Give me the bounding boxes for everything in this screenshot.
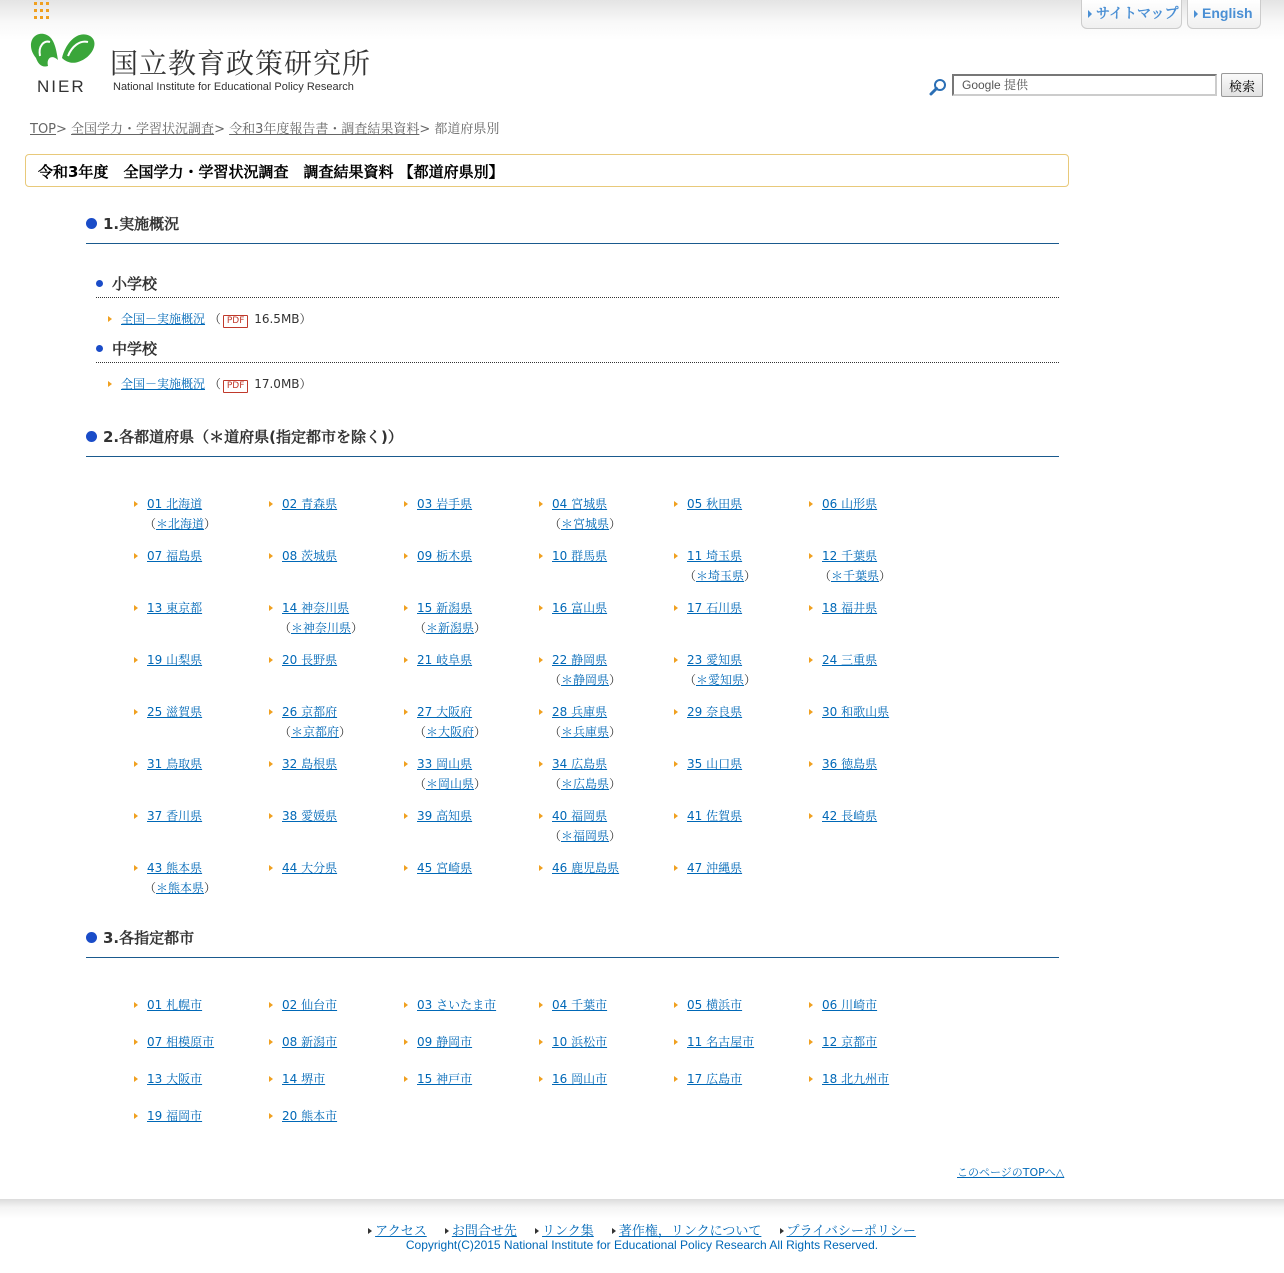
arrow-icon (404, 1076, 408, 1082)
prefecture-sub-link[interactable]: ＊京都府 (291, 725, 340, 739)
city-item (404, 995, 539, 1015)
city-item (134, 1106, 269, 1126)
prefecture-link[interactable]: 41 佐賀県 (687, 809, 743, 823)
arrow-icon (269, 501, 273, 507)
pdf-icon: PDF (223, 315, 249, 328)
prefecture-item (269, 754, 404, 774)
prefecture-item (809, 806, 944, 826)
prefecture-link[interactable]: 45 宮崎県 (417, 861, 473, 875)
prefecture-item (809, 598, 944, 618)
city-link[interactable]: 02 仙台市 (282, 998, 338, 1012)
prefecture-item (809, 702, 944, 722)
arrow-icon (674, 865, 678, 871)
prefecture-sub-link[interactable]: ＊新潟県 (426, 621, 475, 635)
prefecture-link[interactable]: 04 宮城県 (552, 497, 608, 511)
city-link[interactable]: 09 静岡市 (417, 1035, 473, 1049)
arrow-icon (809, 501, 813, 507)
nier-logo-icon (28, 28, 98, 84)
breadcrumb-top[interactable]: TOP (30, 122, 57, 137)
logo-japanese-name: 国立教育政策研究所 (110, 47, 372, 80)
prefecture-item (674, 858, 809, 878)
bullet-icon (86, 932, 97, 943)
city-link[interactable]: 15 神戸市 (417, 1072, 473, 1086)
arrow-icon (269, 657, 273, 663)
arrow-icon (404, 657, 408, 663)
prefecture-item (539, 546, 674, 566)
arrow-icon (809, 1076, 813, 1082)
prefecture-item (134, 754, 269, 774)
arrow-icon (539, 709, 543, 715)
arrow-icon (539, 1039, 543, 1045)
city-item (809, 1032, 944, 1052)
arrow-icon (674, 657, 678, 663)
prefecture-sub-link[interactable]: ＊福岡県 (561, 829, 610, 843)
city-link[interactable]: 20 熊本市 (282, 1109, 338, 1123)
arrow-icon (134, 1113, 138, 1119)
arrow-icon (269, 1039, 273, 1045)
city-item (269, 1032, 404, 1052)
city-item (809, 995, 944, 1015)
prefecture-item (674, 494, 809, 514)
search-button[interactable]: 検索 (1221, 73, 1263, 97)
prefecture-link[interactable]: 11 埼玉県 (687, 549, 743, 563)
page-top-link[interactable]: このページのTOPへ△ (957, 1166, 1065, 1179)
arrow-icon (539, 605, 543, 611)
section-heading-prefectures: 2.各都道府県（＊道府県(指定都市を除く)） (86, 426, 1059, 457)
prefecture-item (809, 754, 944, 774)
prefecture-item (134, 858, 269, 898)
prefecture-item (674, 650, 809, 690)
prefecture-item (404, 546, 539, 566)
prefecture-link[interactable]: 38 愛媛県 (282, 809, 338, 823)
city-item (269, 1106, 404, 1126)
arrow-icon (134, 709, 138, 715)
prefecture-item (404, 598, 539, 638)
junior-pdf-item: 全国－実施概況 （ PDF 17.0MB） (108, 375, 312, 393)
prefecture-link[interactable]: 39 高知県 (417, 809, 473, 823)
prefecture-item (269, 494, 404, 514)
prefecture-item (404, 806, 539, 826)
footer-links (0, 1220, 1284, 1239)
footer-link-contact[interactable]: お問合せ先 (445, 1224, 517, 1239)
prefecture-link[interactable]: 19 山梨県 (147, 653, 203, 667)
prefecture-link[interactable]: 02 青森県 (282, 497, 338, 511)
arrow-icon (674, 553, 678, 559)
city-link[interactable]: 08 新潟市 (282, 1035, 338, 1049)
footer-link-links[interactable]: リンク集 (535, 1224, 594, 1239)
arrow-icon (269, 605, 273, 611)
prefecture-link[interactable]: 22 静岡県 (552, 653, 608, 667)
arrow-icon (809, 813, 813, 819)
city-link[interactable]: 11 名古屋市 (687, 1035, 755, 1049)
prefecture-sub-link[interactable]: ＊千葉県 (831, 569, 880, 583)
arrow-icon (674, 709, 678, 715)
arrow-icon (539, 501, 543, 507)
arrow-icon (404, 761, 408, 767)
arrow-icon (674, 813, 678, 819)
search-input[interactable] (952, 74, 1217, 96)
english-button[interactable]: English (1187, 0, 1261, 29)
city-item (134, 1032, 269, 1052)
city-link[interactable]: 07 相模原市 (147, 1035, 215, 1049)
prefecture-link[interactable]: 16 富山県 (552, 601, 608, 615)
prefecture-item (674, 546, 809, 586)
arrow-icon (809, 657, 813, 663)
site-footer (0, 1199, 1284, 1273)
arrow-icon (404, 709, 408, 715)
bullet-icon (86, 218, 97, 229)
arrow-icon (539, 761, 543, 767)
pdf-icon: PDF (223, 380, 249, 393)
prefecture-link[interactable]: 24 三重県 (822, 653, 878, 667)
designated-area-note: （＊兵庫県） (549, 725, 622, 739)
arrow-icon (539, 865, 543, 871)
prefecture-item (674, 806, 809, 826)
prefecture-item (404, 702, 539, 742)
prefecture-item (269, 650, 404, 670)
prefecture-link[interactable]: 32 島根県 (282, 757, 338, 771)
prefecture-link[interactable]: 43 熊本県 (147, 861, 203, 875)
prefecture-link[interactable]: 23 愛知県 (687, 653, 743, 667)
prefecture-link[interactable]: 21 岐阜県 (417, 653, 473, 667)
designated-area-note: （＊新潟県） (414, 621, 487, 635)
arrow-icon (269, 1113, 273, 1119)
arrow-icon (445, 1228, 449, 1234)
prefecture-link[interactable]: 01 北海道 (147, 497, 203, 511)
prefecture-item (539, 754, 674, 794)
arrow-icon (269, 1076, 273, 1082)
prefecture-item (539, 858, 674, 878)
breadcrumb: TOP> 全国学力・学習状況調査> 令和3年度報告書・調査結果資料> 都道府県別 (30, 122, 500, 137)
arrow-icon (108, 381, 112, 387)
arrow-icon (134, 553, 138, 559)
city-item (674, 995, 809, 1015)
prefecture-item (539, 806, 674, 846)
arrow-icon (134, 813, 138, 819)
arrow-icon (134, 1002, 138, 1008)
designated-area-note: （＊福岡県） (549, 829, 622, 843)
arrow-icon (368, 1228, 372, 1234)
prefecture-item (404, 754, 539, 794)
arrow-icon (809, 761, 813, 767)
prefecture-link[interactable]: 06 山形県 (822, 497, 878, 511)
logo-english-name: National Institute for Educational Policy Research (113, 81, 354, 93)
prefecture-item (269, 858, 404, 878)
prefecture-link[interactable]: 46 鹿児島県 (552, 861, 620, 875)
prefecture-link[interactable]: 18 福井県 (822, 601, 878, 615)
arrow-icon (809, 605, 813, 611)
city-link[interactable]: 17 広島市 (687, 1072, 743, 1086)
arrow-icon (269, 865, 273, 871)
prefecture-item (269, 598, 404, 638)
city-link[interactable]: 14 堺市 (282, 1072, 326, 1086)
designated-area-note: （＊京都府） (279, 725, 352, 739)
city-link[interactable]: 16 岡山市 (552, 1072, 608, 1086)
prefecture-link[interactable]: 07 福島県 (147, 549, 203, 563)
breadcrumb-report[interactable]: 令和3年度報告書・調査結果資料 (229, 122, 420, 137)
prefecture-link[interactable]: 03 岩手県 (417, 497, 473, 511)
arrow-icon (674, 1076, 678, 1082)
arrow-icon (674, 605, 678, 611)
arrow-icon (404, 813, 408, 819)
designated-area-note: （＊広島県） (549, 777, 622, 791)
arrow-icon (134, 501, 138, 507)
arrow-icon (539, 813, 543, 819)
arrow-icon (809, 1039, 813, 1045)
city-link[interactable]: 12 京都市 (822, 1035, 878, 1049)
prefecture-item (134, 598, 269, 618)
prefecture-sub-link[interactable]: ＊静岡県 (561, 673, 610, 687)
prefecture-item (674, 598, 809, 618)
prefecture-link[interactable]: 20 長野県 (282, 653, 338, 667)
prefecture-link[interactable]: 33 岡山県 (417, 757, 473, 771)
city-link[interactable]: 04 千葉市 (552, 998, 608, 1012)
prefecture-item (404, 650, 539, 670)
arrow-icon (404, 1002, 408, 1008)
footer-link-privacy[interactable]: プライバシーポリシー (780, 1224, 916, 1239)
designated-area-note: （＊北海道） (144, 517, 217, 531)
arrow-icon (809, 709, 813, 715)
subheading-junior: 中学校 (96, 338, 1059, 363)
designated-area-note: （＊大阪府） (414, 725, 487, 739)
designated-area-note: （＊埼玉県） (684, 569, 757, 583)
copyright-text: Copyright(C)2015 National Institute for Educational Policy Research All Rights Reserved. (405, 1238, 879, 1252)
prefecture-item (404, 858, 539, 878)
city-item (134, 995, 269, 1015)
prefecture-link[interactable]: 08 茨城県 (282, 549, 338, 563)
prefecture-link[interactable]: 09 栃木県 (417, 549, 473, 563)
prefecture-link[interactable]: 34 広島県 (552, 757, 608, 771)
prefecture-link[interactable]: 42 長崎県 (822, 809, 878, 823)
arrow-icon (269, 1002, 273, 1008)
prefecture-item (134, 806, 269, 826)
prefecture-link[interactable]: 35 山口県 (687, 757, 743, 771)
search-icon (929, 78, 947, 96)
arrow-icon (404, 501, 408, 507)
prefecture-link[interactable]: 13 東京都 (147, 601, 203, 615)
arrow-icon (674, 1002, 678, 1008)
prefecture-link[interactable]: 25 滋賀県 (147, 705, 203, 719)
subheading-elementary: 小学校 (96, 273, 1059, 298)
prefecture-sub-link[interactable]: ＊愛知県 (696, 673, 745, 687)
prefecture-sub-link[interactable]: ＊岡山県 (426, 777, 475, 791)
city-item (809, 1069, 944, 1089)
prefecture-link[interactable]: 12 千葉県 (822, 549, 878, 563)
city-item (269, 1069, 404, 1089)
arrow-icon (269, 553, 273, 559)
arrow-icon (674, 501, 678, 507)
section-heading-cities: 3.各指定都市 (86, 927, 1059, 958)
arrow-icon (535, 1228, 539, 1234)
prefecture-link[interactable]: 10 群馬県 (552, 549, 608, 563)
designated-area-note: （＊静岡県） (549, 673, 622, 687)
prefecture-link[interactable]: 15 新潟県 (417, 601, 473, 615)
prefecture-sub-link[interactable]: ＊北海道 (156, 517, 205, 531)
prefecture-sub-link[interactable]: ＊熊本県 (156, 881, 205, 895)
arrow-icon (539, 657, 543, 663)
city-link[interactable]: 05 横浜市 (687, 998, 743, 1012)
prefecture-item (269, 546, 404, 566)
arrow-icon (269, 761, 273, 767)
prefecture-link[interactable]: 36 徳島県 (822, 757, 878, 771)
city-item (674, 1032, 809, 1052)
arrow-icon (134, 1076, 138, 1082)
footer-link-access[interactable]: アクセス (368, 1224, 427, 1239)
city-item (134, 1069, 269, 1089)
arrow-icon (134, 1039, 138, 1045)
designated-area-note: （＊千葉県） (819, 569, 892, 583)
logo-short-name: NIER (37, 77, 86, 96)
city-link[interactable]: 03 さいたま市 (417, 998, 497, 1012)
city-link[interactable]: 06 川崎市 (822, 998, 878, 1012)
prefecture-item (269, 806, 404, 826)
prefecture-item (809, 494, 944, 514)
designated-area-note: （＊神奈川県） (279, 621, 364, 635)
arrow-icon (539, 1076, 543, 1082)
arrow-icon (539, 553, 543, 559)
site-header (0, 0, 1284, 110)
prefecture-item (674, 754, 809, 774)
arrow-icon (134, 657, 138, 663)
designated-area-note: （＊岡山県） (414, 777, 487, 791)
designated-area-note: （＊宮城県） (549, 517, 622, 531)
city-link[interactable]: 18 北九州市 (822, 1072, 890, 1086)
prefecture-link[interactable]: 17 石川県 (687, 601, 743, 615)
section-heading-overview: 1.実施概況 (86, 213, 1059, 244)
arrow-icon (780, 1228, 784, 1234)
prefecture-item (674, 702, 809, 722)
arrow-icon (404, 605, 408, 611)
bullet-icon (96, 280, 103, 287)
prefecture-item (539, 598, 674, 618)
arrow-icon (269, 709, 273, 715)
prefecture-link[interactable]: 30 和歌山県 (822, 705, 890, 719)
prefecture-link[interactable]: 31 鳥取県 (147, 757, 203, 771)
prefecture-link[interactable]: 28 兵庫県 (552, 705, 608, 719)
arrow-icon (404, 1039, 408, 1045)
city-item (539, 995, 674, 1015)
prefecture-sub-link[interactable]: ＊兵庫県 (561, 725, 610, 739)
prefecture-item (134, 702, 269, 722)
designated-area-note: （＊熊本県） (144, 881, 217, 895)
junior-overview-link[interactable]: 全国－実施概況 (121, 377, 206, 391)
elementary-pdf-item: 全国－実施概況 （ PDF 16.5MB） (108, 310, 312, 328)
arrow-icon (134, 865, 138, 871)
prefecture-sub-link[interactable]: ＊埼玉県 (696, 569, 745, 583)
prefecture-sub-link[interactable]: ＊神奈川県 (291, 621, 352, 635)
prefecture-item (539, 494, 674, 534)
arrow-icon (404, 865, 408, 871)
menu-grid-icon[interactable] (34, 2, 50, 20)
city-link[interactable]: 13 大阪市 (147, 1072, 203, 1086)
prefecture-item (134, 546, 269, 566)
prefecture-item (134, 494, 269, 534)
city-item (539, 1032, 674, 1052)
prefecture-link[interactable]: 26 京都府 (282, 705, 338, 719)
prefecture-link[interactable]: 14 神奈川県 (282, 601, 350, 615)
prefecture-sub-link[interactable]: ＊宮城県 (561, 517, 610, 531)
prefecture-item (134, 650, 269, 670)
prefecture-sub-link[interactable]: ＊大阪府 (426, 725, 475, 739)
arrow-icon (134, 605, 138, 611)
arrow-icon (404, 553, 408, 559)
city-item (539, 1069, 674, 1089)
file-size: 17.0MB (254, 377, 300, 391)
prefecture-item (539, 650, 674, 690)
breadcrumb-survey[interactable]: 全国学力・学習状況調査 (71, 122, 215, 137)
elementary-overview-link[interactable]: 全国－実施概況 (121, 312, 206, 326)
arrow-icon (674, 1039, 678, 1045)
city-item (404, 1032, 539, 1052)
file-size: 16.5MB (254, 312, 300, 326)
prefecture-link[interactable]: 29 奈良県 (687, 705, 743, 719)
arrow-icon (674, 761, 678, 767)
prefecture-item (809, 546, 944, 586)
city-item (404, 1069, 539, 1089)
arrow-icon (809, 553, 813, 559)
arrow-icon (809, 1002, 813, 1008)
prefecture-link[interactable]: 05 秋田県 (687, 497, 743, 511)
arrow-icon (612, 1228, 616, 1234)
sitemap-button[interactable]: サイトマップ (1081, 0, 1182, 29)
prefecture-item (404, 494, 539, 514)
arrow-icon (134, 761, 138, 767)
prefecture-link[interactable]: 44 大分県 (282, 861, 338, 875)
prefecture-item (809, 650, 944, 670)
arrow-icon (539, 1002, 543, 1008)
city-link[interactable]: 10 浜松市 (552, 1035, 608, 1049)
footer-link-copyright[interactable]: 著作権，リンクについて (612, 1224, 761, 1239)
prefecture-link[interactable]: 37 香川県 (147, 809, 203, 823)
page-title: 令和3年度 全国学力・学習状況調査 調査結果資料 【都道府県別】 (25, 154, 1069, 187)
prefecture-item (539, 702, 674, 742)
prefecture-sub-link[interactable]: ＊広島県 (561, 777, 610, 791)
city-link[interactable]: 19 福岡市 (147, 1109, 203, 1123)
prefecture-link[interactable]: 47 沖縄県 (687, 861, 743, 875)
arrow-icon (108, 316, 112, 322)
breadcrumb-current: 都道府県別 (434, 122, 500, 137)
city-link[interactable]: 01 札幌市 (147, 998, 203, 1012)
bullet-icon (96, 345, 103, 352)
designated-area-note: （＊愛知県） (684, 673, 757, 687)
prefecture-link[interactable]: 40 福岡県 (552, 809, 608, 823)
bullet-icon (86, 431, 97, 442)
site-logo[interactable] (28, 28, 388, 100)
arrow-icon (269, 813, 273, 819)
prefecture-item (269, 702, 404, 742)
city-item (269, 995, 404, 1015)
prefecture-link[interactable]: 27 大阪府 (417, 705, 473, 719)
city-item (674, 1069, 809, 1089)
